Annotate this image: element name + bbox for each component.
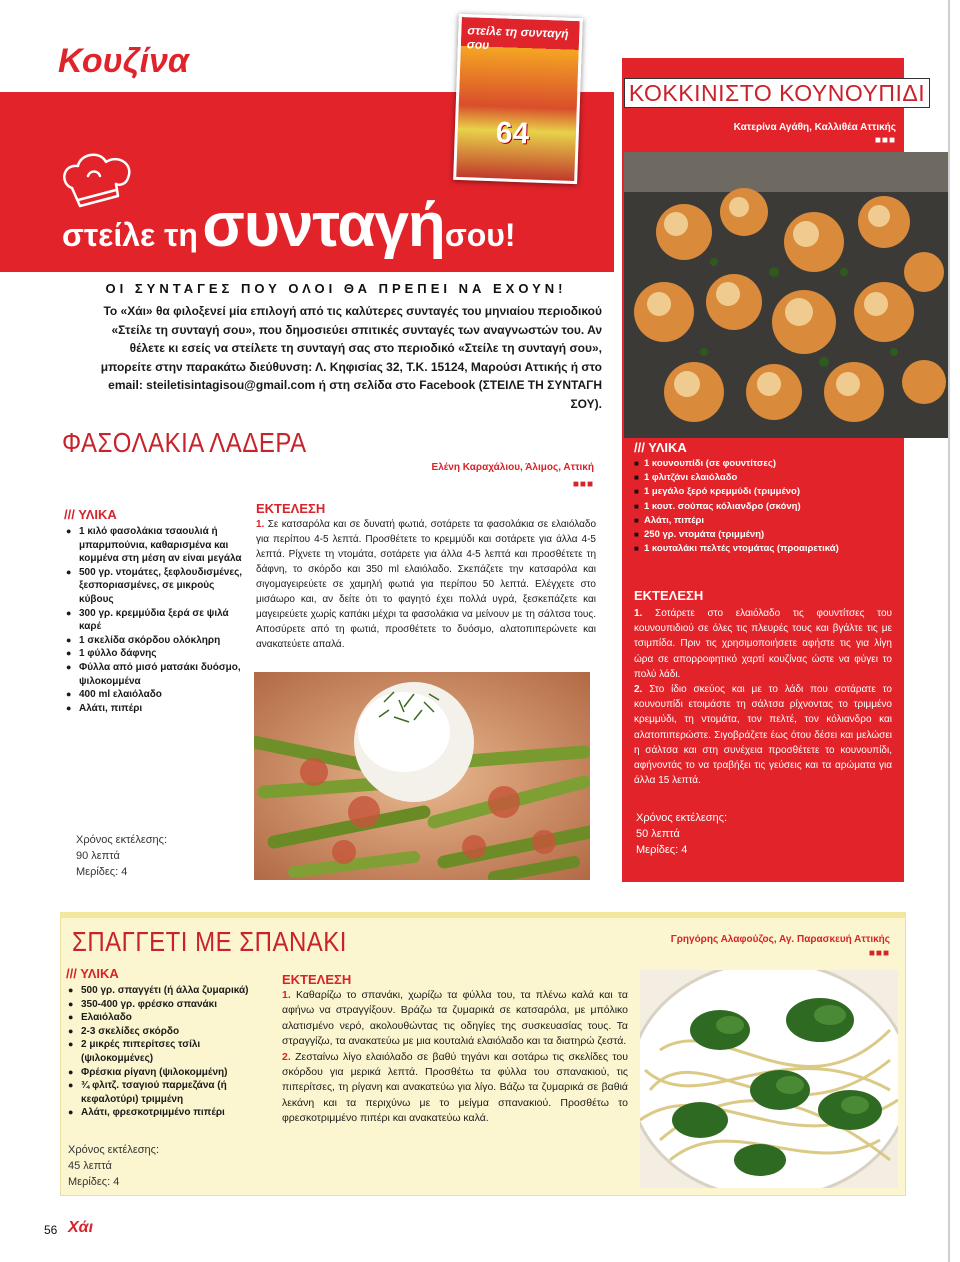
step-text: Ζεσταίνω λίγο ελαιόλαδο σε βαθύ τηγάνι και σοτάρω τις σκελίδες του σκόρδου για μερικά λεπτά. Προσθέτω τα φύλλα του σπανακιού, τις πιπερίτσες, τη ρίγανη και ανακατεύω για λίγο. Βάζω τα ζυμαρικά σε βαθιά λεκάνη και τα περιχύνω με το μείγμα σπανακιού. Προσθέτω το φρεσκοτριμμένο πιπέρι και ανακατεύω καλά. <box>282 1050 628 1125</box>
ingredient-item: ■ 250 γρ. ντομάτα (τριμμένη) <box>634 528 896 542</box>
recipe3-author: Γρηγόρης Αλαφούζος, Αγ. Παρασκευή Αττικής <box>670 934 890 945</box>
ingredient-item: ■ Αλάτι, πιπέρι <box>634 514 896 528</box>
step-number: 2. <box>634 684 650 696</box>
ingredient-item: ● Φρέσκια ρίγανη (ψιλοκομμένη) <box>68 1066 264 1080</box>
recipe3-ingredients-list <box>68 984 264 1120</box>
recipe2-time-label: Χρόνος εκτέλεσης: <box>636 812 728 824</box>
execution-step <box>256 517 596 652</box>
magazine-cover-title: στείλε τη συνταγή σου <box>466 23 569 52</box>
ingredient-item: ● 1 φύλλο δάφνης <box>66 647 246 661</box>
page-brand-logo: Χάι <box>68 1219 94 1236</box>
recipe1-ingredients-list <box>66 525 246 715</box>
ingredient-item: ● ¾ φλιτζ. τσαγιού παρμεζάνα (ή κεφαλοτύρι) τριμμένη <box>68 1079 264 1106</box>
recipe1-servings: Μερίδες: 4 <box>76 866 128 878</box>
recipe1-execution-heading: ΕΚΤΕΛΕΣΗ <box>256 501 326 516</box>
recipe3-top-stripe <box>60 912 906 918</box>
ingredient-item: ● 300 γρ. κρεμμύδια ξερά σε ψιλά καρέ <box>66 607 246 634</box>
ingredient-item: ● 500 γρ. ντομάτες, ξεφλουδισμένες, ξεσποριασμένες, σε μικρούς κύβους <box>66 566 246 607</box>
recipe1-photo <box>254 672 590 880</box>
recipe2-photo <box>624 152 948 438</box>
ingredient-item: ● 2 μικρές πιπερίτσες τσίλι (ψιλοκομμένες) <box>68 1038 264 1065</box>
page-number: 56 <box>44 1223 58 1237</box>
execution-step <box>634 606 892 682</box>
intro-heading: ΟΙ ΣΥΝΤΑΓΕΣ ΠΟΥ ΟΛΟΙ ΘΑ ΠΡΕΠΕΙ ΝΑ ΕΧΟΥΝ! <box>105 281 567 296</box>
recipe3-execution-heading: ΕΚΤΕΛΕΣΗ <box>282 972 352 987</box>
ingredient-item: ■ 1 κουτ. σούπας κόλιανδρο (σκόνη) <box>634 500 896 514</box>
recipe1-ingredients-heading: /// ΥΛΙΚΑ <box>64 507 117 522</box>
recipe2-ingredients-heading: /// ΥΛΙΚΑ <box>634 440 687 455</box>
recipe2-title: ΚΟΚΚΙΝΙΣΤΟ ΚΟΥΝΟΥΠΙΔΙ <box>624 78 930 108</box>
recipe3-title: ΣΠΑΓΓΕΤΙ ΜΕ ΣΠΑΝΑΚΙ <box>72 927 347 959</box>
ingredient-item: ■ 1 φλιτζάνι ελαιόλαδο <box>634 471 896 485</box>
send-recipe-suffix: σου! <box>444 217 516 253</box>
ingredient-item: ■ 1 κουνουπίδι (σε φουντίτσες) <box>634 457 896 471</box>
execution-step <box>282 1050 628 1127</box>
step-number: 2. <box>282 1050 296 1063</box>
recipe3-decor-squares: ■■■ <box>868 948 890 959</box>
send-recipe-word: συνταγή <box>202 191 445 260</box>
ingredient-item: ● 350-400 γρ. φρέσκο σπανάκι <box>68 998 264 1012</box>
page-edge-divider <box>948 0 950 1262</box>
ingredient-item: ■ 1 μεγάλο ξερό κρεμμύδι (τριμμένο) <box>634 485 896 499</box>
recipe1-time-label: Χρόνος εκτέλεσης: <box>76 834 168 846</box>
ingredient-item: ● Αλάτι, φρεσκοτριμμένο πιπέρι <box>68 1106 264 1120</box>
recipe2-decor-squares: ■■■ <box>874 135 896 146</box>
ingredient-item: ● 400 ml ελαιόλαδο <box>66 688 246 702</box>
recipe2-meta <box>636 810 727 858</box>
recipe2-author: Κατερίνα Αγάθη, Καλλιθέα Αττικής <box>733 122 896 133</box>
step-text: Σε κατσαρόλα και σε δυνατή φωτιά, σοτάρετε τα φασολάκια σε ελαιόλαδο για περίπου 4-5 λεπτά. Προσθέτετε το κρεμμύδι και σοτάρετε για άλλα 4-5 λεπτά. Ρίχνετε τη ντομάτα, σοτάρετε για άλλα 4-5 λεπτά και προσθέτετε τη δάφνη, το σκόρδο και 350 ml ελαιόλαδο. Σκεπάζετε την κατσαρόλα και σιγομαγειρεύετε σε χαμηλή φωτιά για περίπου 50 λεπτά. Ελέγχετε στο μισάωρο και, αν δείτε ότι το φαγητό έχει πολλά υγρά, ξεσκεπάζετε και μαγειρεύετε χωρίς καπάκι μέχρι τα φασολάκια να μείνουν με τη σάλτσα τους. Αποσύρετε από τη φωτιά, προσθέτετε το δυόσμο, αλατοπιπερώνετε και ανακατεύετε απαλά. <box>256 519 597 650</box>
recipe1-decor-squares: ■■■ <box>572 479 594 490</box>
send-recipe-title <box>62 190 516 261</box>
recipe1-execution-text <box>256 517 596 652</box>
ingredient-item: ● Ελαιόλαδο <box>68 1011 264 1025</box>
recipe3-ingredients-heading: /// ΥΛΙΚΑ <box>66 966 119 981</box>
recipe3-servings: Μερίδες: 4 <box>68 1176 120 1188</box>
ingredient-item: ● 2-3 σκελίδες σκόρδο <box>68 1025 264 1039</box>
recipe3-meta <box>68 1142 159 1190</box>
intro-text: Το «Χάι» θα φιλοξενεί μία επιλογή από τις καλύτερες συνταγές του μηνιαίου περιοδικού «Στείλε τη συνταγή σου», που δημοσιεύει σπιτικές συνταγές των αναγνωστών του. Αν θέλετε κι εσείς να στείλετε τη συνταγή σας στο περιοδικό «Στείλε τη συνταγή σου», μπορείτε στην παρακάτω διεύθυνση: Λ. Κηφισίας 32, Τ.Κ. 15124, Μαρούσι Αττικής ή στο email: steiletisintagisou@gmail.com ή στη σελίδα στο Facebook (ΣΤΕΙΛΕ ΤΗ ΣΥΝΤΑΓΗ ΣΟΥ). <box>100 304 602 411</box>
recipe1-title: ΦΑΣΟΛΑΚΙΑ ΛΑΔΕΡΑ <box>62 428 307 460</box>
step-number: 1. <box>256 519 268 530</box>
step-number: 1. <box>634 608 656 619</box>
step-text: Καθαρίζω το σπανάκι, χωρίζω τα φύλλα του, τα πλένω καλά και τα αφήνω να στραγγίξουν. Βράζω τα ζυμαρικά σε κατσαρόλα, με μπόλικο αλατισμένο νερό, ακολουθώντας τις οδηγίες της συσκευασίας τους. Τα στραγγίζω, τα ανακατεύω με μια κουταλιά ελαιόλαδο και τα διατηρώ ζεστά. <box>282 989 628 1048</box>
ingredient-item: ■ 1 κουταλάκι πελτές ντομάτας (προαιρετικά) <box>634 542 896 556</box>
step-text: Στο ίδιο σκεύος και με το λάδι που σοτάρατε το κουνουπίδι ετοιμάστε τη σάλτσα ρίχνοντας το τριμμένο κρεμμύδι, τη ντομάτα, τον πελτέ, τον κόλιανδρο και αλατοπιπερώστε. Σιγοβράζετε έως ότου δέσει και μελώσει η σάλτσα και στη συνέχεια προσθέτετε το κουνουπίδι, αφήνοντάς το να τραβήξει τις γεύσεις και τα αρώματα για άλλα 15 λεπτά. <box>634 684 892 787</box>
recipe1-author: Ελένη Καραχάλιου, Άλιμος, Αττική <box>431 462 594 473</box>
magazine-cover-number: 64 <box>495 116 530 151</box>
recipe2-ingredients-list <box>634 457 896 556</box>
recipe2-execution-text <box>634 606 892 788</box>
send-recipe-prefix: στείλε τη <box>62 217 198 253</box>
recipe1-meta <box>76 832 167 880</box>
magazine-cover <box>453 14 583 184</box>
step-text: Σοτάρετε στο ελαιόλαδο τις φουντίτσες του κουνουπιδιού σε όλες τις πλευρές τους και βγάλτε τις με τσιμπίδα. Πριν τις χρησιμοποιήσετε αφήστε τις για λίγη ώρα σε απορροφητικό χαρτί κουζίνας ώστε να φύγει το πολύ λάδι. <box>634 608 892 680</box>
ingredient-item: ● Φύλλα από μισό ματσάκι δυόσμο, ψιλοκομμένα <box>66 661 246 688</box>
recipe3-time-label: Χρόνος εκτέλεσης: <box>68 1144 160 1156</box>
ingredient-item: ● 1 κιλό φασολάκια τσαουλιά ή μπαρμπούνια, καθαρισμένα και κομμένα στη μέση αν είναι μεγάλα <box>66 525 246 566</box>
section-title: Κουζίνα <box>58 42 189 80</box>
recipe3-time-value: 45 λεπτά <box>68 1160 112 1172</box>
recipe1-time-value: 90 λεπτά <box>76 850 120 862</box>
ingredient-item: ● Αλάτι, πιπέρι <box>66 702 246 716</box>
recipe2-time-value: 50 λεπτά <box>636 828 680 840</box>
recipe3-photo <box>640 970 898 1188</box>
step-number: 1. <box>282 989 296 1001</box>
recipe3-execution-text <box>282 988 628 1127</box>
execution-step <box>634 682 892 788</box>
execution-step <box>282 988 628 1050</box>
ingredient-item: ● 500 γρ. σπαγγέτι (ή άλλα ζυμαρικά) <box>68 984 264 998</box>
recipe2-execution-heading: ΕΚΤΕΛΕΣΗ <box>634 588 704 603</box>
ingredient-item: ● 1 σκελίδα σκόρδου ολόκληρη <box>66 634 246 648</box>
recipe2-servings: Μερίδες: 4 <box>636 844 688 856</box>
